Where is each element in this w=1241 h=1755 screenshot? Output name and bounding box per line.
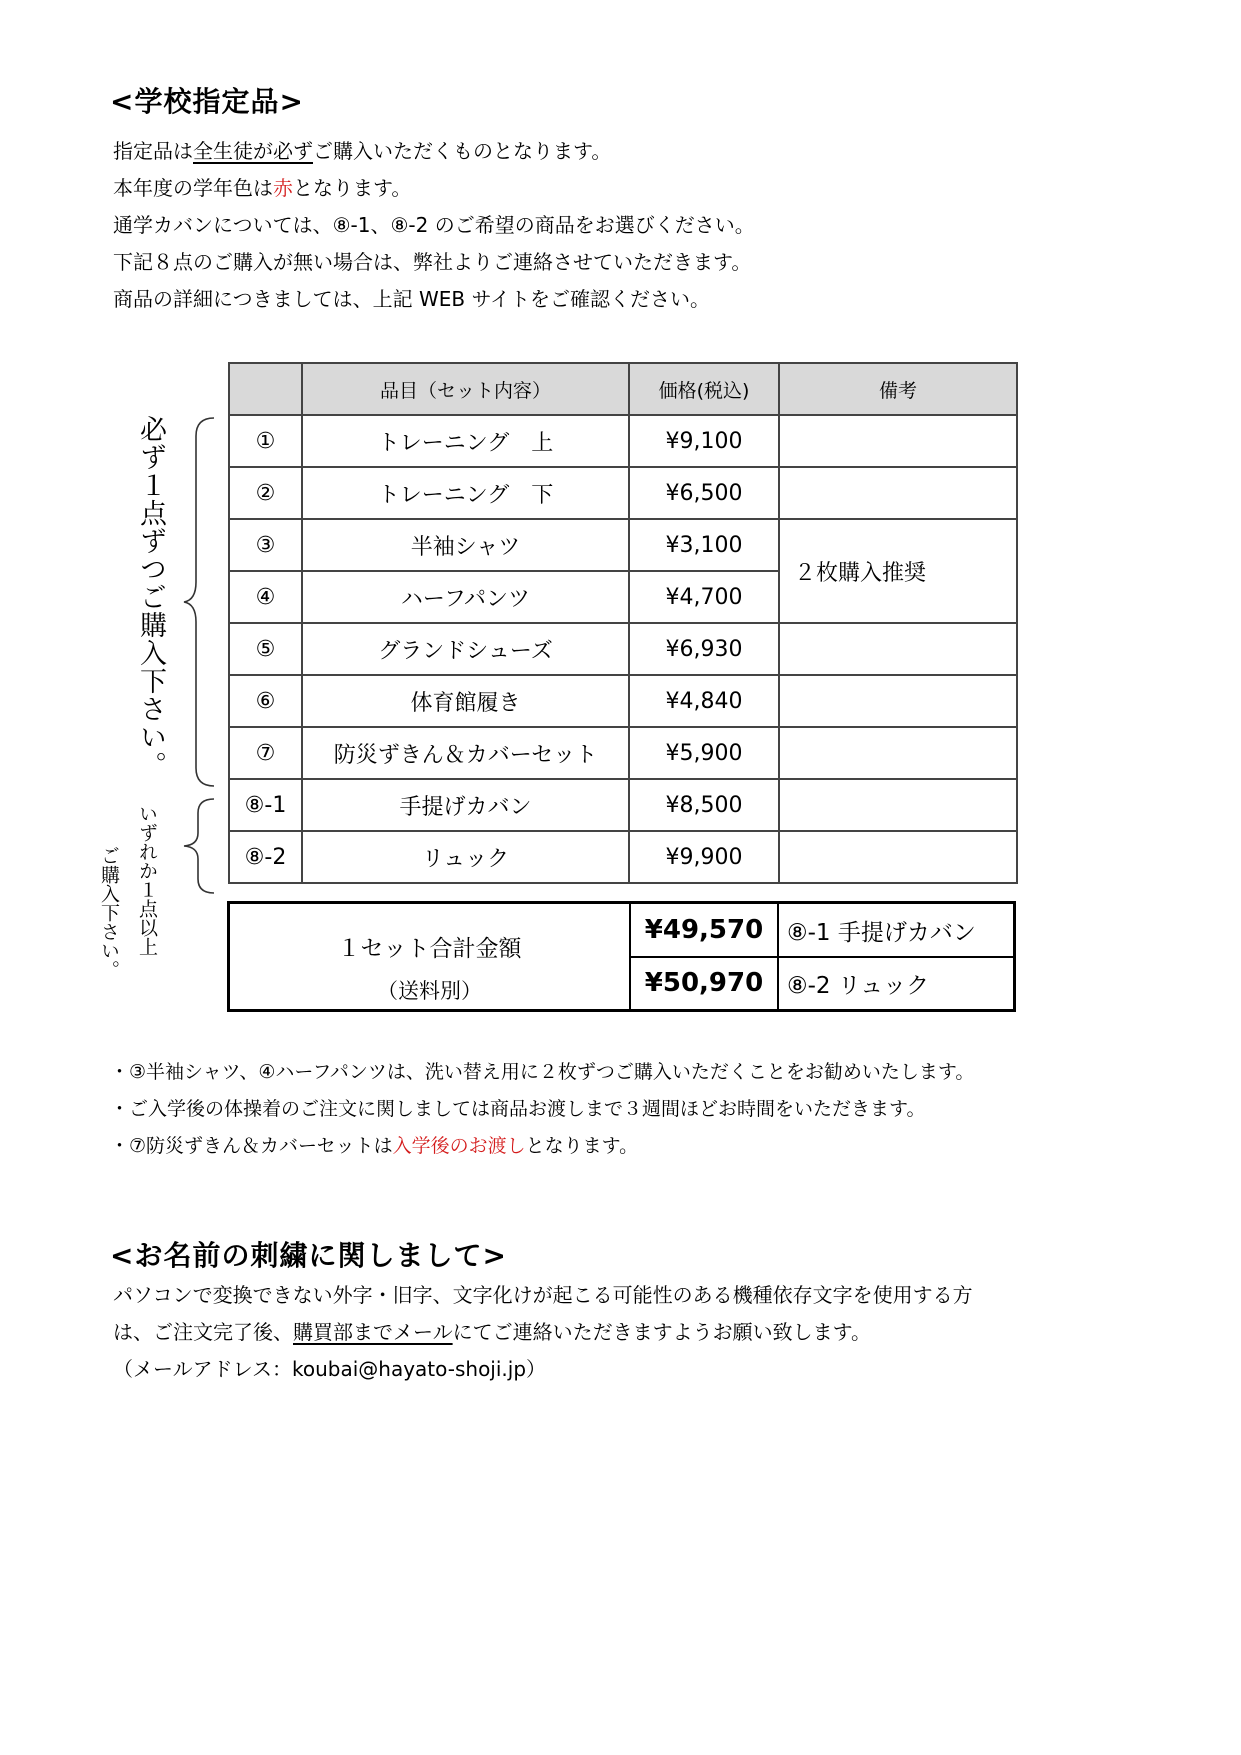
table-row bbox=[229, 675, 1017, 727]
embroidery-line-2: は、ご注文完了後、購買部までメールにてご連絡いただきますようお願い致します。 bbox=[113, 1320, 872, 1344]
intro-line-4: 下記８点のご購入が無い場合は、弊社よりご連絡させていただきます。 bbox=[113, 250, 752, 274]
table-header-row bbox=[229, 363, 1017, 415]
row-no: ⑦ bbox=[229, 727, 302, 779]
row-no: ④ bbox=[229, 571, 302, 623]
row-price: ¥9,900 bbox=[629, 831, 779, 883]
total-label-cell bbox=[230, 904, 631, 1009]
total-block bbox=[227, 901, 1016, 1012]
intro-line-1: 指定品は全生徒が必ずご購入いただくものとなります。 bbox=[113, 139, 612, 163]
total-label: １セット合計金額 bbox=[337, 936, 522, 962]
designated-items-table bbox=[228, 362, 1018, 884]
row-no: ⑤ bbox=[229, 623, 302, 675]
table-row bbox=[229, 779, 1017, 831]
email-address-line: （メールアドレス：koubai@hayato-shoji.jp） bbox=[113, 1357, 547, 1381]
intro-line-2: 本年度の学年色は赤となります。 bbox=[113, 176, 412, 200]
row-price: ¥4,840 bbox=[629, 675, 779, 727]
table-row bbox=[229, 623, 1017, 675]
total-bag-handbag: ⑧-1 手提げカバン bbox=[787, 919, 976, 946]
total-row-backpack bbox=[631, 957, 1013, 1009]
table-row bbox=[229, 519, 1017, 571]
intro-line-5: 商品の詳細につきましては、上記 WEB サイトをご確認ください。 bbox=[113, 287, 711, 311]
row-price: ¥6,930 bbox=[629, 623, 779, 675]
row-price: ¥9,100 bbox=[629, 415, 779, 467]
note-line-3: ・⑦防災ずきん＆カバーセットは入学後のお渡しとなります。 bbox=[110, 1135, 639, 1157]
row-item: ハーフパンツ bbox=[302, 571, 629, 623]
row-price: ¥6,500 bbox=[629, 467, 779, 519]
total-sub-label: （送料別） bbox=[377, 979, 482, 1003]
table-row bbox=[229, 831, 1017, 883]
total-price-handbag: ¥49,570 bbox=[631, 904, 779, 956]
row-item: 手提げカバン bbox=[302, 779, 629, 831]
note-line-2: ・ご入学後の体操着のご注文に関しましては商品お渡しまで３週間ほどお時間をいただきます。 bbox=[110, 1098, 926, 1120]
row-item: 防災ずきん＆カバーセット bbox=[302, 727, 629, 779]
total-row-handbag bbox=[631, 904, 1013, 958]
row-note bbox=[779, 779, 1017, 831]
row-note bbox=[779, 467, 1017, 519]
row-no: ① bbox=[229, 415, 302, 467]
side-label-choice-2: ご購入下さい。 bbox=[98, 846, 120, 979]
row-note bbox=[779, 675, 1017, 727]
row-item: 体育館履き bbox=[302, 675, 629, 727]
row-price: ¥4,700 bbox=[629, 571, 779, 623]
brace-choice-icon bbox=[180, 797, 220, 895]
row-item: グランドシューズ bbox=[302, 623, 629, 675]
row-price: ¥3,100 bbox=[629, 519, 779, 571]
header-no bbox=[229, 363, 302, 415]
row-item: トレーニング 下 bbox=[302, 467, 629, 519]
side-label-choice-1: いずれか１点以上 bbox=[136, 804, 158, 956]
row-note bbox=[779, 727, 1017, 779]
total-bag-backpack: ⑧-2 リュック bbox=[787, 972, 930, 999]
brace-required-icon bbox=[180, 416, 220, 788]
notes-list bbox=[110, 1054, 974, 1165]
table-row bbox=[229, 727, 1017, 779]
table-row bbox=[229, 415, 1017, 467]
table-row bbox=[229, 467, 1017, 519]
row-note bbox=[779, 623, 1017, 675]
note-line-1: ・③半袖シャツ、④ハーフパンツは、洗い替え用に２枚ずつご購入いただくことをお勧めいたします。 bbox=[110, 1061, 975, 1083]
section-title-designated: <学校指定品> bbox=[110, 85, 304, 118]
row-no: ② bbox=[229, 467, 302, 519]
row-no: ③ bbox=[229, 519, 302, 571]
header-price: 価格(税込) bbox=[629, 363, 779, 415]
row-price: ¥5,900 bbox=[629, 727, 779, 779]
row-note bbox=[779, 831, 1017, 883]
header-note: 備考 bbox=[779, 363, 1017, 415]
row-item: 半袖シャツ bbox=[302, 519, 629, 571]
row-no: ⑧-2 bbox=[229, 831, 302, 883]
row-price: ¥8,500 bbox=[629, 779, 779, 831]
embroidery-text bbox=[113, 1277, 973, 1388]
total-price-backpack: ¥50,970 bbox=[631, 957, 779, 1009]
row-note bbox=[779, 415, 1017, 467]
side-label-required: 必ず１点ずつご購入下さい。 bbox=[135, 415, 166, 779]
row-note-merged: ２枚購入推奨 bbox=[779, 519, 1017, 623]
row-item: トレーニング 上 bbox=[302, 415, 629, 467]
row-item: リュック bbox=[302, 831, 629, 883]
section-title-embroidery: <お名前の刺繍に関しまして> bbox=[110, 1239, 507, 1272]
intro-text bbox=[113, 133, 755, 318]
header-item: 品目（セット内容） bbox=[302, 363, 629, 415]
intro-line-3: 通学カバンについては、⑧-1、⑧-2 のご希望の商品をお選びください。 bbox=[113, 213, 755, 237]
row-no: ⑧-1 bbox=[229, 779, 302, 831]
embroidery-line-1: パソコンで変換できない外字・旧字、文字化けが起こる可能性のある機種依存文字を使用する方 bbox=[113, 1283, 973, 1307]
row-no: ⑥ bbox=[229, 675, 302, 727]
